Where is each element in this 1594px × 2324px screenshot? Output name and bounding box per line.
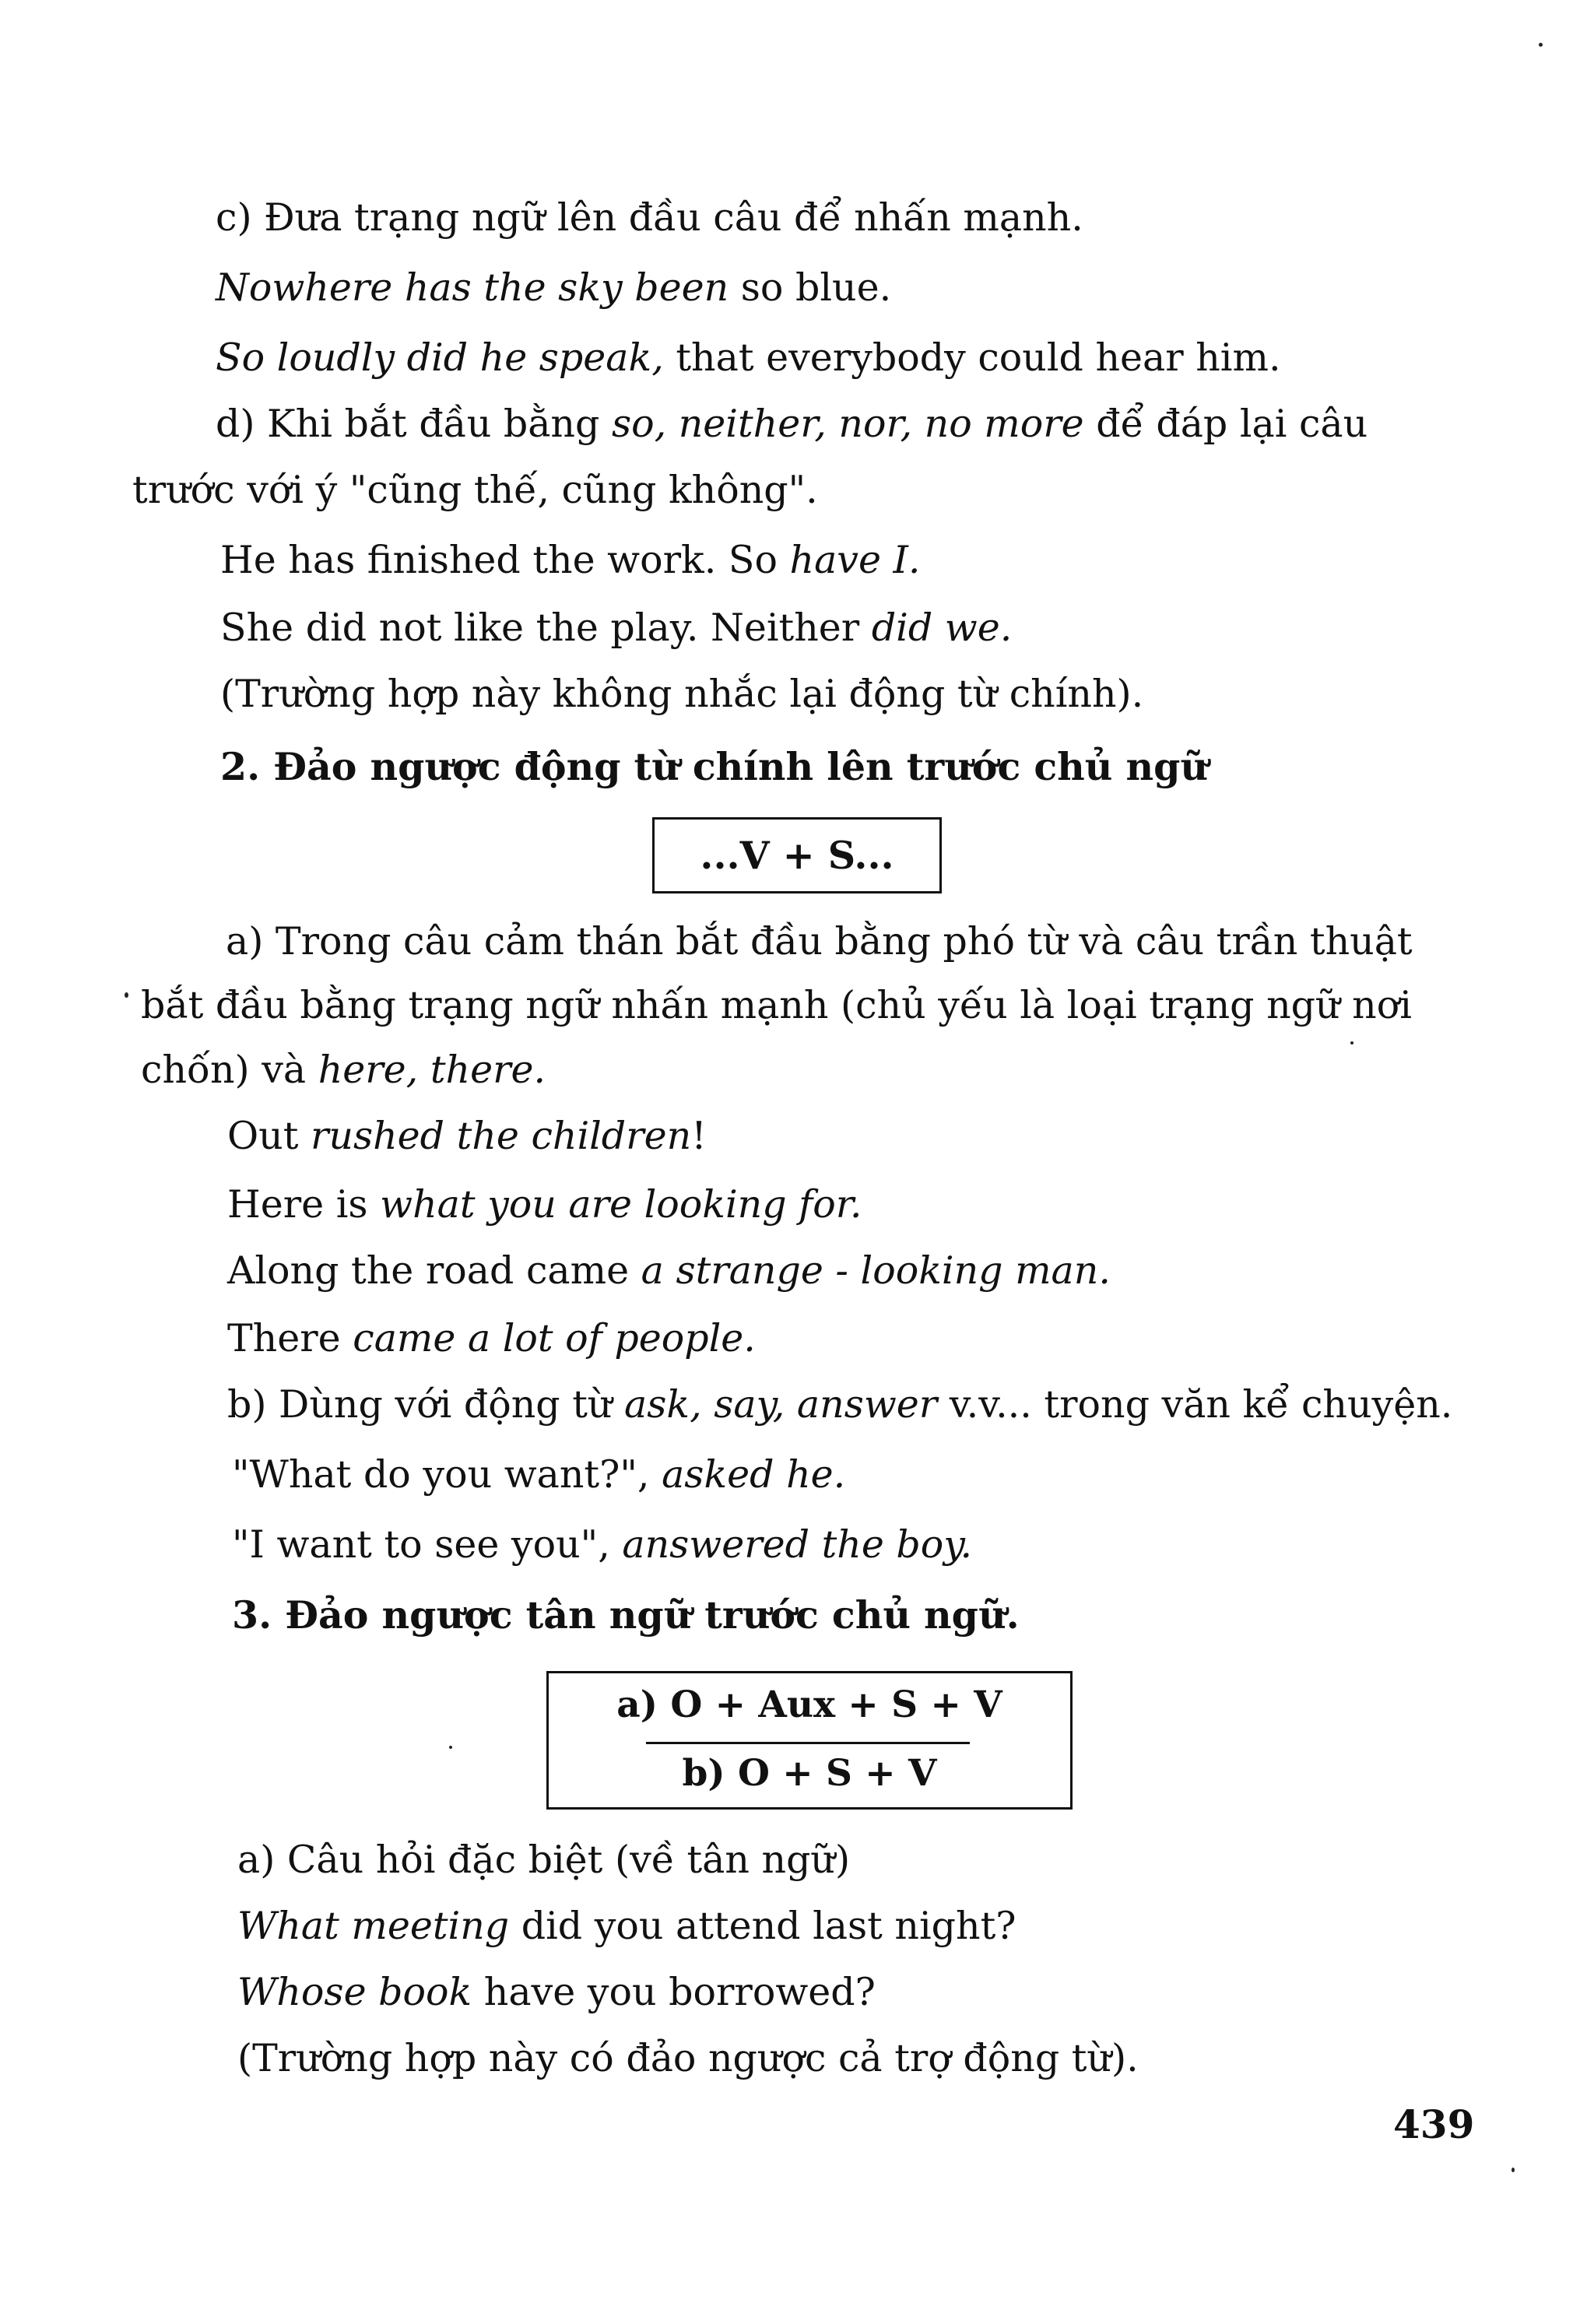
scan-speck: [449, 1746, 452, 1749]
page-number: 439: [1393, 2101, 1475, 2147]
example-whose-book: Whose book have you borrowed?: [237, 1970, 876, 2014]
formula-v-s: ...V + S...: [700, 833, 894, 878]
text-line-a2-1: a) Trong câu cảm thán bắt đầu bằng phó từ và câu trần thuật: [226, 919, 1413, 964]
scan-speck: [125, 992, 128, 998]
example-what-meeting: What meeting did you attend last night?: [237, 1904, 1016, 1948]
note-main-verb: (Trường hợp này không nhắc lại động từ chính).: [220, 672, 1144, 716]
example-there-came: There came a lot of people.: [227, 1316, 756, 1360]
text-line-a2-2: bắt đầu bằng trạng ngữ nhấn mạnh (chủ yếu là loại trạng ngữ nơi: [141, 983, 1412, 1027]
example-i-want-to-see-you: "I want to see you", answered the boy.: [232, 1522, 973, 1567]
example-nowhere: Nowhere has the sky been so blue.: [216, 265, 892, 310]
formula-box-v-s: [652, 817, 942, 893]
formula-o-s-v: b) O + S + V: [682, 1752, 937, 1795]
text-line-b2: b) Dùng với động từ ask, say, answer v.v... trong văn kể chuyện.: [227, 1382, 1453, 1427]
text-line-d-continued: trước với ý "cũng thế, cũng không".: [132, 468, 818, 512]
section-heading-2: 2. Đảo ngược động từ chính lên trước chủ ngữ: [220, 744, 1208, 789]
scan-speck: [1511, 2168, 1515, 2172]
example-out-rushed: Out rushed the children!: [227, 1114, 707, 1158]
example-so-have-i: He has finished the work. So have I.: [220, 538, 921, 582]
scan-speck: [1539, 43, 1543, 47]
example-here-is: Here is what you are looking for.: [227, 1182, 862, 1227]
text-line-d-heading: d) Khi bắt đầu bằng so, neither, nor, no more để đáp lại câu: [216, 402, 1368, 446]
text-line-c-heading: c) Đưa trạng ngữ lên đầu câu để nhấn mạnh.: [216, 195, 1083, 240]
text-line-a3: a) Câu hỏi đặc biệt (về tân ngữ): [237, 1838, 851, 1882]
scan-speck: [1350, 1041, 1353, 1044]
formula-divider: [646, 1742, 970, 1744]
note-auxiliary: (Trường hợp này có đảo ngược cả trợ động từ).: [237, 2036, 1139, 2080]
text-line-a2-3: chốn) và here, there.: [141, 1048, 546, 1092]
example-neither-did-we: She did not like the play. Neither did we.: [220, 606, 1013, 650]
example-along-the-road: Along the road came a strange - looking man.: [227, 1248, 1111, 1293]
formula-box-object-inversion: [546, 1671, 1073, 1810]
example-so-loudly: So loudly did he speak, that everybody could hear him.: [216, 335, 1281, 380]
section-heading-3: 3. Đảo ngược tân ngữ trước chủ ngữ.: [232, 1592, 1020, 1638]
formula-o-aux-s-v: a) O + Aux + S + V: [616, 1683, 1002, 1726]
example-what-do-you-want: "What do you want?", asked he.: [232, 1452, 846, 1497]
